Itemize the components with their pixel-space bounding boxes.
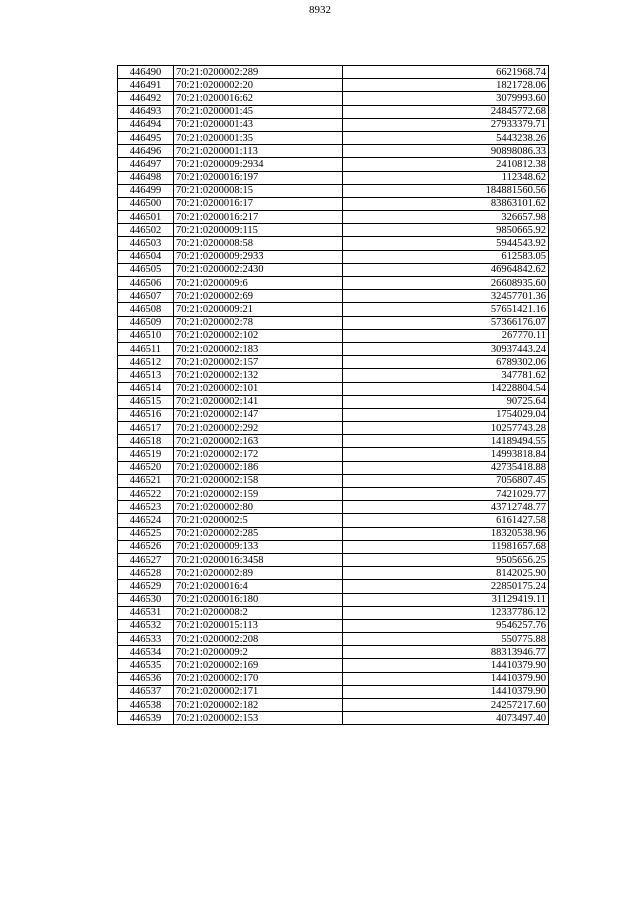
cadastral-value-cell: 6789302.06 (343, 356, 549, 369)
cadastral-value-cell: 14228804.54 (343, 382, 549, 395)
cadastral-value-cell: 550775.88 (343, 633, 549, 646)
table-row (118, 646, 549, 659)
cadastral-number-cell: 70:21:0200016:197 (174, 171, 343, 184)
cadastral-value-cell: 347781.62 (343, 369, 549, 382)
table-row (118, 356, 549, 369)
cadastral-value-cell: 88313946.77 (343, 646, 549, 659)
row-number-cell: 446490 (118, 66, 174, 79)
cadastral-number-cell: 70:21:0200002:183 (174, 342, 343, 355)
cadastral-number-cell: 70:21:0200016:3458 (174, 553, 343, 566)
cadastral-number-cell: 70:21:0200002:147 (174, 408, 343, 421)
row-number-cell: 446497 (118, 158, 174, 171)
cadastral-number-cell: 70:21:0200001:35 (174, 131, 343, 144)
row-number-cell: 446537 (118, 685, 174, 698)
table-row (118, 448, 549, 461)
cadastral-value-cell: 14993818.84 (343, 448, 549, 461)
row-number-cell: 446531 (118, 606, 174, 619)
table-row (118, 342, 549, 355)
row-number-cell: 446511 (118, 342, 174, 355)
row-number-cell: 446539 (118, 712, 174, 725)
row-number-cell: 446518 (118, 435, 174, 448)
table-row (118, 184, 549, 197)
cadastral-number-cell: 70:21:0200002:153 (174, 712, 343, 725)
row-number-cell: 446536 (118, 672, 174, 685)
cadastral-number-cell: 70:21:0200001:113 (174, 145, 343, 158)
page-number: 8932 (309, 4, 331, 16)
cadastral-number-cell: 70:21:0200002:2430 (174, 263, 343, 276)
row-number-cell: 446519 (118, 448, 174, 461)
table-row (118, 237, 549, 250)
cadastral-number-cell: 70:21:0200016:17 (174, 197, 343, 210)
cadastral-value-cell: 22850175.24 (343, 580, 549, 593)
table-row (118, 131, 549, 144)
row-number-cell: 446498 (118, 171, 174, 184)
table-body (118, 66, 549, 725)
row-number-cell: 446495 (118, 131, 174, 144)
cadastral-number-cell: 70:21:0200002:141 (174, 395, 343, 408)
table-row (118, 211, 549, 224)
cadastral-number-cell: 70:21:0200001:43 (174, 118, 343, 131)
cadastral-number-cell: 70:21:0200001:45 (174, 105, 343, 118)
cadastral-number-cell: 70:21:0200008:2 (174, 606, 343, 619)
row-number-cell: 446530 (118, 593, 174, 606)
cadastral-number-cell: 70:21:0200002:289 (174, 66, 343, 79)
cadastral-value-cell: 43712748.77 (343, 501, 549, 514)
cadastral-number-cell: 70:21:0200002:208 (174, 633, 343, 646)
row-number-cell: 446523 (118, 501, 174, 514)
cadastral-number-cell: 70:21:0200009:133 (174, 540, 343, 553)
cadastral-number-cell: 70:21:0200002:89 (174, 567, 343, 580)
table-row (118, 527, 549, 540)
row-number-cell: 446535 (118, 659, 174, 672)
cadastral-value-cell: 9546257.76 (343, 619, 549, 632)
cadastral-number-cell: 70:21:0200009:2934 (174, 158, 343, 171)
row-number-cell: 446506 (118, 277, 174, 290)
table-row (118, 303, 549, 316)
row-number-cell: 446510 (118, 329, 174, 342)
row-number-cell: 446522 (118, 488, 174, 501)
cadastral-number-cell: 70:21:0200002:159 (174, 488, 343, 501)
cadastral-value-cell: 90898086.33 (343, 145, 549, 158)
table-row (118, 699, 549, 712)
table-row (118, 712, 549, 725)
row-number-cell: 446509 (118, 316, 174, 329)
cadastral-value-cell: 7056807.45 (343, 474, 549, 487)
cadastral-value-cell: 326657.98 (343, 211, 549, 224)
cadastral-number-cell: 70:21:0200002:5 (174, 514, 343, 527)
row-number-cell: 446515 (118, 395, 174, 408)
cadastral-value-cell: 83863101.62 (343, 197, 549, 210)
cadastral-value-cell: 9505656.25 (343, 553, 549, 566)
cadastral-value-cell: 42735418.88 (343, 461, 549, 474)
table-row (118, 92, 549, 105)
row-number-cell: 446526 (118, 540, 174, 553)
cadastral-value-cell: 612583.05 (343, 250, 549, 263)
table-row (118, 158, 549, 171)
table-row (118, 540, 549, 553)
cadastral-value-cell: 27933379.71 (343, 118, 549, 131)
cadastral-value-cell: 6621968.74 (343, 66, 549, 79)
cadastral-value-cell: 6161427.58 (343, 514, 549, 527)
table-row (118, 659, 549, 672)
cadastral-number-cell: 70:21:0200002:182 (174, 699, 343, 712)
row-number-cell: 446491 (118, 79, 174, 92)
row-number-cell: 446532 (118, 619, 174, 632)
table-row (118, 514, 549, 527)
cadastral-value-cell: 10257743.28 (343, 422, 549, 435)
cadastral-value-cell: 112348.62 (343, 171, 549, 184)
table-row (118, 263, 549, 276)
row-number-cell: 446508 (118, 303, 174, 316)
cadastral-number-cell: 70:21:0200016:217 (174, 211, 343, 224)
cadastral-number-cell: 70:21:0200009:2933 (174, 250, 343, 263)
cadastral-value-cell: 26608935.60 (343, 277, 549, 290)
cadastral-number-cell: 70:21:0200009:21 (174, 303, 343, 316)
table-row (118, 277, 549, 290)
row-number-cell: 446501 (118, 211, 174, 224)
table-row (118, 250, 549, 263)
cadastral-number-cell: 70:21:0200002:186 (174, 461, 343, 474)
cadastral-number-cell: 70:21:0200002:171 (174, 685, 343, 698)
cadastral-number-cell: 70:21:0200002:69 (174, 290, 343, 303)
cadastral-number-cell: 70:21:0200016:62 (174, 92, 343, 105)
cadastral-value-cell: 11981657.68 (343, 540, 549, 553)
table-row (118, 145, 549, 158)
row-number-cell: 446533 (118, 633, 174, 646)
table-row (118, 553, 549, 566)
cadastral-value-cell: 57366176.07 (343, 316, 549, 329)
cadastral-value-cell: 24257217.60 (343, 699, 549, 712)
cadastral-value-cell: 1754029.04 (343, 408, 549, 421)
row-number-cell: 446538 (118, 699, 174, 712)
row-number-cell: 446527 (118, 553, 174, 566)
cadastral-number-cell: 70:21:0200009:6 (174, 277, 343, 290)
cadastral-number-cell: 70:21:0200002:78 (174, 316, 343, 329)
table-row (118, 580, 549, 593)
table-row (118, 118, 549, 131)
row-number-cell: 446529 (118, 580, 174, 593)
cadastral-value-cell: 12337786.12 (343, 606, 549, 619)
row-number-cell: 446504 (118, 250, 174, 263)
row-number-cell: 446496 (118, 145, 174, 158)
row-number-cell: 446525 (118, 527, 174, 540)
cadastral-number-cell: 70:21:0200008:58 (174, 237, 343, 250)
row-number-cell: 446503 (118, 237, 174, 250)
table-row (118, 316, 549, 329)
cadastral-number-cell: 70:21:0200002:157 (174, 356, 343, 369)
table-row (118, 501, 549, 514)
table-row (118, 435, 549, 448)
table-row (118, 567, 549, 580)
row-number-cell: 446513 (118, 369, 174, 382)
cadastral-value-cell: 14189494.55 (343, 435, 549, 448)
cadastral-number-cell: 70:21:0200002:169 (174, 659, 343, 672)
row-number-cell: 446494 (118, 118, 174, 131)
table-row (118, 197, 549, 210)
cadastral-value-cell: 31129419.11 (343, 593, 549, 606)
row-number-cell: 446520 (118, 461, 174, 474)
row-number-cell: 446507 (118, 290, 174, 303)
table-row (118, 488, 549, 501)
cadastral-value-cell: 32457701.36 (343, 290, 549, 303)
table-row (118, 633, 549, 646)
cadastral-number-cell: 70:21:0200008:15 (174, 184, 343, 197)
cadastral-number-cell: 70:21:0200015:113 (174, 619, 343, 632)
table-row (118, 685, 549, 698)
row-number-cell: 446499 (118, 184, 174, 197)
cadastral-value-cell: 30937443.24 (343, 342, 549, 355)
row-number-cell: 446528 (118, 567, 174, 580)
cadastral-value-cell: 14410379.90 (343, 672, 549, 685)
table-row (118, 66, 549, 79)
cadastral-value-cell: 57651421.16 (343, 303, 549, 316)
cadastral-value-cell: 5944543.92 (343, 237, 549, 250)
row-number-cell: 446493 (118, 105, 174, 118)
table-row (118, 290, 549, 303)
cadastral-number-cell: 70:21:0200002:172 (174, 448, 343, 461)
row-number-cell: 446524 (118, 514, 174, 527)
table-row (118, 369, 549, 382)
cadastral-value-cell: 267770.11 (343, 329, 549, 342)
table-row (118, 395, 549, 408)
cadastral-value-cell: 3079993.60 (343, 92, 549, 105)
cadastral-value-cell: 1821728.06 (343, 79, 549, 92)
cadastral-number-cell: 70:21:0200002:80 (174, 501, 343, 514)
cadastral-value-cell: 24845772.68 (343, 105, 549, 118)
row-number-cell: 446517 (118, 422, 174, 435)
cadastral-value-cell: 4073497.40 (343, 712, 549, 725)
row-number-cell: 446500 (118, 197, 174, 210)
row-number-cell: 446514 (118, 382, 174, 395)
row-number-cell: 446516 (118, 408, 174, 421)
table-row (118, 619, 549, 632)
row-number-cell: 446492 (118, 92, 174, 105)
cadastral-number-cell: 70:21:0200016:180 (174, 593, 343, 606)
cadastral-number-cell: 70:21:0200002:292 (174, 422, 343, 435)
cadastral-number-cell: 70:21:0200016:4 (174, 580, 343, 593)
cadastral-value-cell: 14410379.90 (343, 659, 549, 672)
cadastral-value-table (117, 65, 549, 725)
table-row (118, 461, 549, 474)
table-row (118, 79, 549, 92)
cadastral-value-cell: 2410812.38 (343, 158, 549, 171)
cadastral-value-cell: 5443238.26 (343, 131, 549, 144)
row-number-cell: 446521 (118, 474, 174, 487)
table-row (118, 408, 549, 421)
table-row (118, 329, 549, 342)
cadastral-value-cell: 14410379.90 (343, 685, 549, 698)
table-row (118, 171, 549, 184)
table-row (118, 105, 549, 118)
table-row (118, 474, 549, 487)
cadastral-number-cell: 70:21:0200002:102 (174, 329, 343, 342)
table-row (118, 606, 549, 619)
table-row (118, 382, 549, 395)
table-row (118, 672, 549, 685)
table-row (118, 422, 549, 435)
cadastral-number-cell: 70:21:0200002:163 (174, 435, 343, 448)
cadastral-value-cell: 9850665.92 (343, 224, 549, 237)
table-row (118, 593, 549, 606)
cadastral-value-cell: 18320538.96 (343, 527, 549, 540)
cadastral-value-cell: 46964842.62 (343, 263, 549, 276)
cadastral-number-cell: 70:21:0200009:2 (174, 646, 343, 659)
cadastral-value-cell: 90725.64 (343, 395, 549, 408)
cadastral-number-cell: 70:21:0200002:285 (174, 527, 343, 540)
cadastral-value-cell: 8142025.90 (343, 567, 549, 580)
row-number-cell: 446505 (118, 263, 174, 276)
cadastral-number-cell: 70:21:0200002:101 (174, 382, 343, 395)
row-number-cell: 446512 (118, 356, 174, 369)
cadastral-number-cell: 70:21:0200002:170 (174, 672, 343, 685)
table-row (118, 224, 549, 237)
cadastral-number-cell: 70:21:0200009:115 (174, 224, 343, 237)
cadastral-value-cell: 184881560.56 (343, 184, 549, 197)
cadastral-number-cell: 70:21:0200002:158 (174, 474, 343, 487)
cadastral-number-cell: 70:21:0200002:20 (174, 79, 343, 92)
cadastral-value-cell: 7421029.77 (343, 488, 549, 501)
cadastral-number-cell: 70:21:0200002:132 (174, 369, 343, 382)
row-number-cell: 446502 (118, 224, 174, 237)
row-number-cell: 446534 (118, 646, 174, 659)
